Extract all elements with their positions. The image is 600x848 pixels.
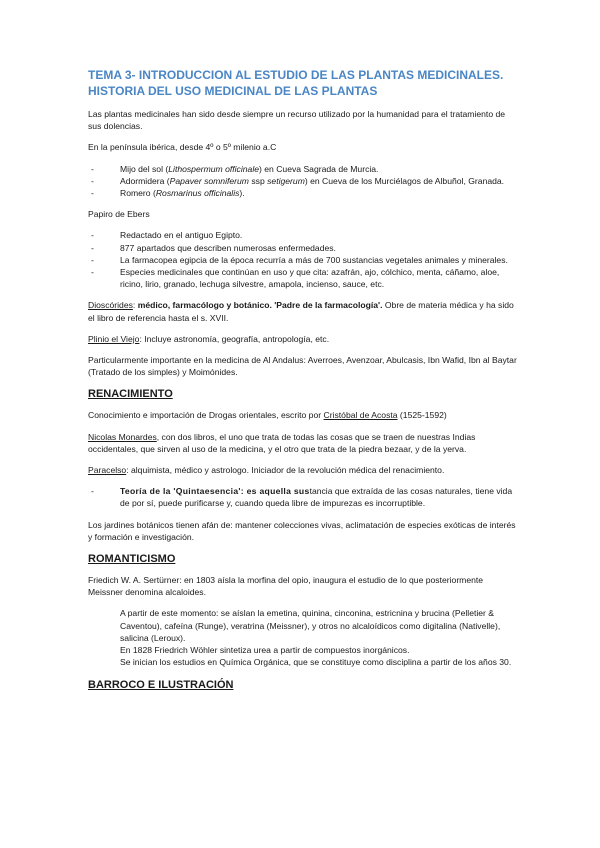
document-page (88, 68, 520, 700)
list-item: - 877 apartados que describen numerosas enfermedades. (88, 242, 520, 254)
alkaloids-paragraph: A partir de este momento: se aíslan la emetina, quinina, cinconina, estricnina y brucina (Pelletier & Caventou), cafeína (Runge), veratrina (Meissner), y otros no alcaloídicos como digitalina (Nativelle), salicina (Leroux). (120, 608, 501, 643)
intro-paragraph: Las plantas medicinales han sido desde siempre un recurso utilizado por la humanidad para el tratamiento de sus dolencias. (88, 109, 506, 132)
list-item: - Adormidera (Papaver somniferum ssp setigerum) en Cueva de los Murciélagos de Albuñol, Granada. (88, 175, 520, 187)
ebers-list (88, 229, 520, 290)
wohler-paragraph: En 1828 Friedrich Wöhler sintetiza urea a partir de compuestos inorgánicos. (120, 645, 410, 656)
list-item: - Especies medicinales que continúan en uso y que cita: azafrán, ajo, cólchico, menta, cáñamo, aloe, ricino, lirio, granado, lechuga silvestre, amapola, incienso, sauce, etc. (88, 266, 520, 290)
andalus-paragraph: Particularmente importante en la medicina de Al Andalus: Averroes, Avenzoar, Abulcasis, Ibn Wafid, Ibn al Baytar (Tratado de los simples) y Moimónides. (88, 355, 517, 378)
barroco-heading: BARROCO E ILUSTRACIÓN (88, 678, 234, 691)
list-item: - Romero (Rosmarinus officinalis). (88, 187, 520, 199)
quintaesencia-list (88, 485, 520, 509)
dioscorides-paragraph: Dioscórides: médico, farmacólogo y botánico. 'Padre de la farmacología'. Obre de materia médica y ha sido el libro de referencia hasta el s. XVII. (88, 300, 514, 323)
monardes-paragraph: Nicolas Monardes, con dos libros, el uno que trata de todas las cosas que se traen de nuestras Indias occidentales, que sirven al uso de la medicina, y el otro que trata de la piedra bezaar, y de la yerva. (88, 431, 476, 454)
ebers-heading: Papiro de Ebers (88, 209, 150, 220)
paracelso-paragraph: Paracelso: alquimista, médico y astrologo. Iniciador de la revolución médica del renacimiento. (88, 465, 445, 476)
jardines-paragraph: Los jardines botánicos tienen afán de: mantener colecciones vivas, aclimatación de especies exóticas de interés y formación e investigación. (88, 519, 516, 542)
peninsula-heading: En la península ibérica, desde 4º o 5º milenio a.C (88, 142, 277, 153)
acosta-paragraph: Conocimiento e importación de Drogas orientales, escrito por Cristóbal de Acosta (1525-1592) (88, 410, 447, 421)
list-item: - Mijo del sol (Lithospermum officinale) en Cueva Sagrada de Murcia. (88, 163, 520, 175)
list-item: - Teoría de la 'Quintaesencia': es aquella sustancia que extraída de las cosas naturales, tiene vida de por sí, puede purificarse y, cuando queda libre de impurezas es incorruptible. (88, 485, 520, 509)
renacimiento-heading: RENACIMIENTO (88, 388, 173, 401)
plinio-paragraph: Plinio el Viejo: Incluye astronomía, geografía, antropología, etc. (88, 333, 330, 344)
romanticismo-heading: ROMANTICISMO (88, 553, 176, 566)
alkaloids-block (88, 607, 520, 668)
list-item: - Redactado en el antiguo Egipto. (88, 229, 520, 241)
peninsula-list (88, 163, 520, 200)
page-title: TEMA 3- INTRODUCCION AL ESTUDIO DE LAS PLANTAS MEDICINALES. HISTORIA DEL USO MEDICINAL DE LAS PLANTAS (88, 68, 504, 98)
organic-chemistry-paragraph: Se inician los estudios en Química Orgánica, que se constituye como disciplina a partir de los años 30. (120, 657, 512, 668)
serturner-paragraph: Friedich W. A. Sertürner: en 1803 aísla la morfina del opio, inaugura el estudio de lo que posteriormente Meissner denomina alcaloides. (88, 575, 484, 598)
list-item: - La farmacopea egipcia de la época recurría a más de 700 sustancias vegetales animales y minerales. (88, 254, 520, 266)
